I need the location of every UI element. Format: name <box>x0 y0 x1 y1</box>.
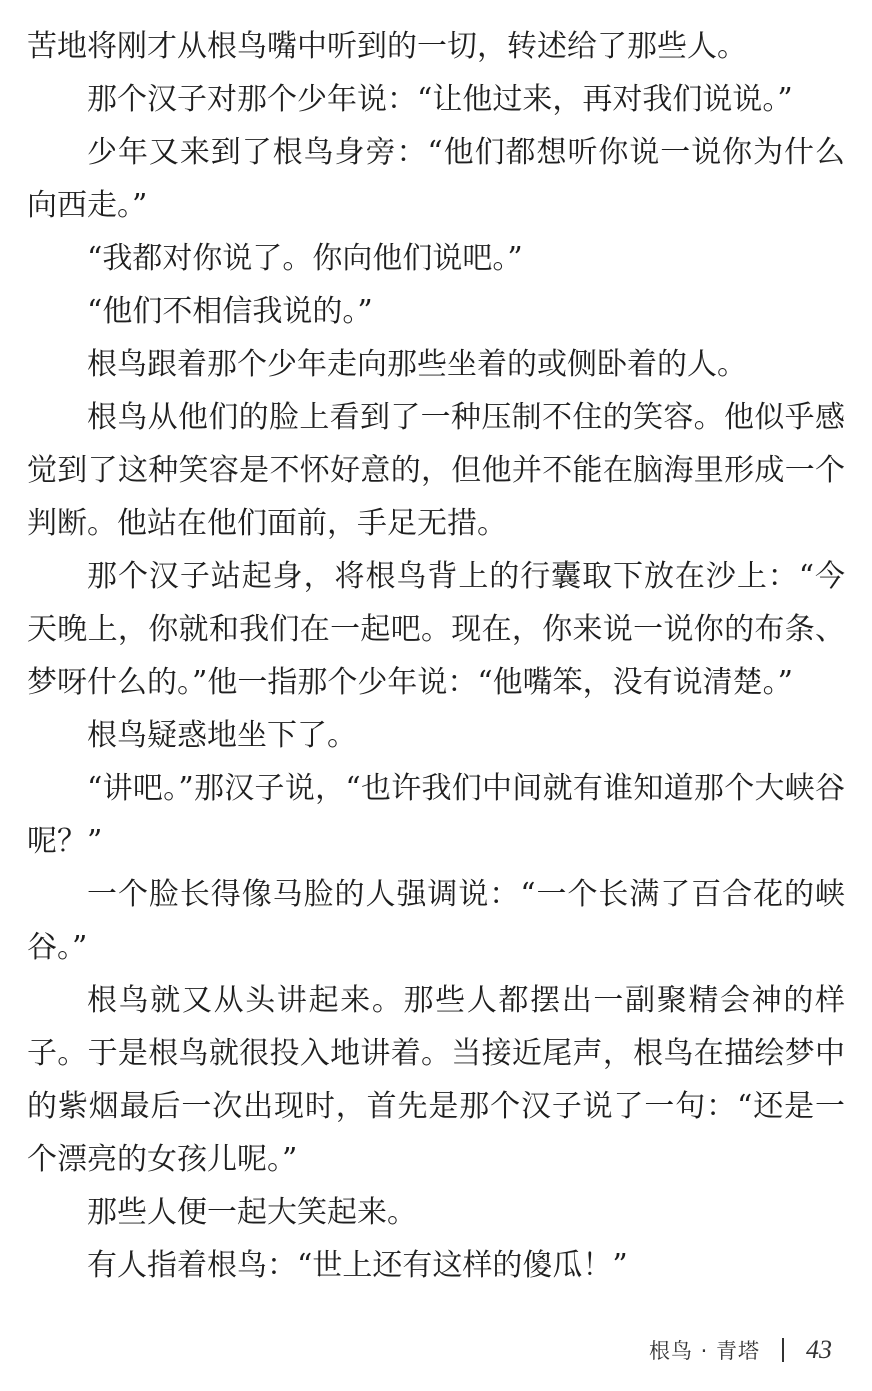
paragraph: 少年又来到了根鸟身旁：“他们都想听你说一说你为什么向西走。” <box>27 135 845 223</box>
page-number: 43 <box>806 1335 832 1364</box>
paragraph: 根鸟跟着那个少年走向那些坐着的或侧卧着的人。 <box>87 347 747 382</box>
paragraph: 一个脸长得像马脸的人强调说：“一个长满了百合花的峡谷。” <box>27 877 845 965</box>
body-text <box>27 20 845 1292</box>
footer-divider <box>782 1338 784 1362</box>
running-head: 根鸟 · 青塔 <box>648 1339 760 1363</box>
page-footer <box>649 1330 832 1370</box>
paragraph: 那些人便一起大笑起来。 <box>87 1195 417 1230</box>
paragraph: 根鸟疑惑地坐下了。 <box>87 718 357 753</box>
paragraph-continued: 苦地将刚才从根鸟嘴中听到的一切，转述给了那些人。 <box>27 29 747 64</box>
paragraph: 有人指着根鸟：“世上还有这样的傻瓜！” <box>87 1248 628 1283</box>
paragraph: 那个汉子对那个少年说：“让他过来，再对我们说说。” <box>87 82 793 117</box>
paragraph: 根鸟从他们的脸上看到了一种压制不住的笑容。他似乎感觉到了这种笑容是不怀好意的，但他并不能在脑海里形成一个判断。他站在他们面前，手足无措。 <box>27 400 845 541</box>
paragraph: 根鸟就又从头讲起来。那些人都摆出一副聚精会神的样子。于是根鸟就很投入地讲着。当接近尾声，根鸟在描绘梦中的紫烟最后一次出现时，首先是那个汉子说了一句：“还是一个漂亮的女孩儿呢。” <box>27 983 845 1177</box>
paragraph: “我都对你说了。你向他们说吧。” <box>87 241 523 276</box>
paragraph: 那个汉子站起身，将根鸟背上的行囊取下放在沙上：“今天晚上，你就和我们在一起吧。现在，你来说一说你的布条、梦呀什么的。”他一指那个少年说：“他嘴笨，没有说清楚。” <box>27 559 845 700</box>
paragraph: “他们不相信我说的。” <box>87 294 373 329</box>
paragraph: “讲吧。”那汉子说，“也许我们中间就有谁知道那个大峡谷呢？” <box>27 771 845 859</box>
